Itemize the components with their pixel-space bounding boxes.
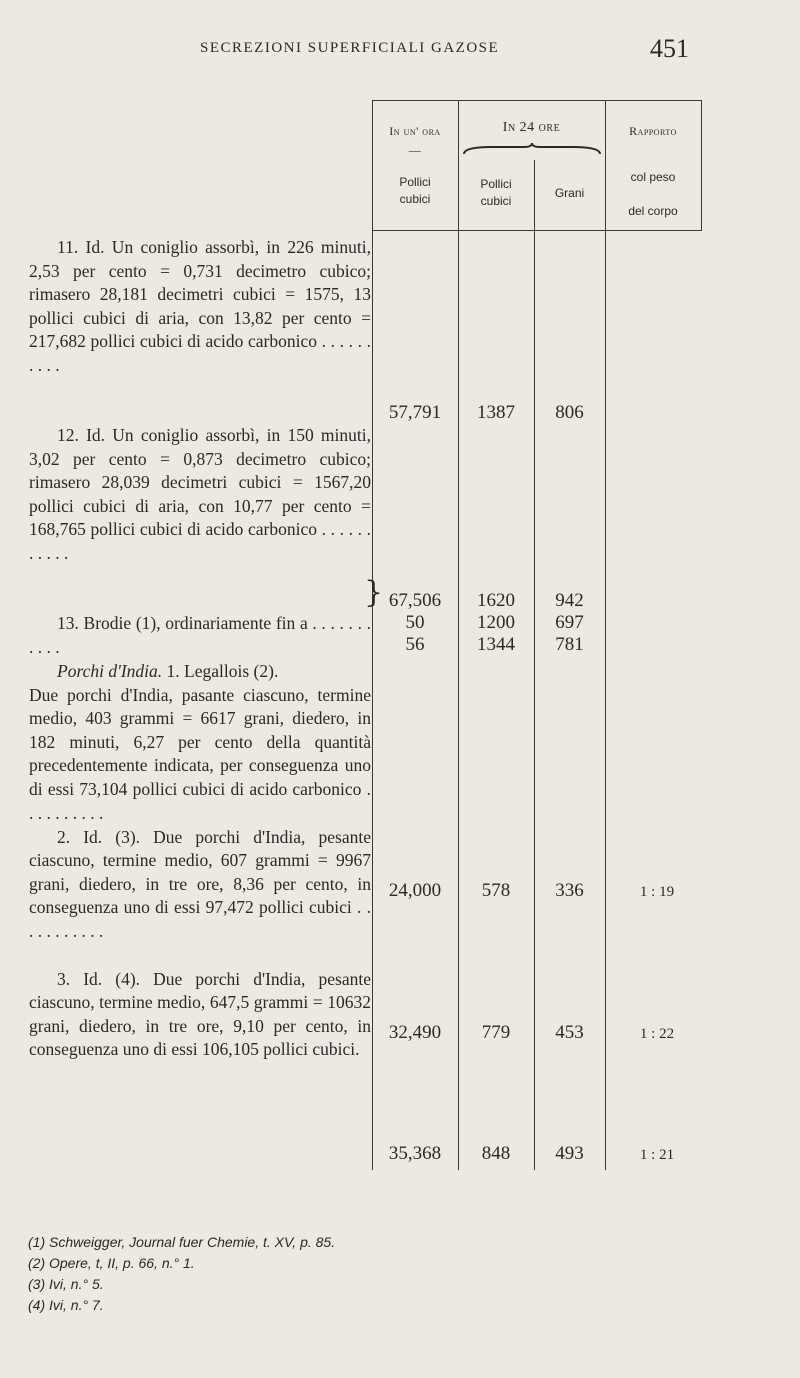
col-sub-24-pollici-2: cubici [480,194,512,208]
table-divider-2 [534,160,535,1170]
cell-12-24: 1620 [477,590,515,611]
cell-p1-grani: 336 [555,880,584,901]
porchi-heading [29,660,371,684]
col-sub-ora-2: cubici [399,192,431,206]
cell-12-grani: 942 [555,590,584,611]
paragraph-porchi-1: Due porchi d'India, pasante ciascuno, termine medio, 403 grammi = 6617 grani, diedero, in 182 minuti, 6,27 per cento della quantità precedentemente indicata, per conseguenza uno di essi 73,104 pollici cubici di acido carbonico . . . . . . . . . . [29,684,371,823]
table-top-rule [372,100,702,101]
paragraph-12: 12. Id. Un coniglio assorbì, in 150 minuti, 3,02 per cento = 0,873 decimetro cubico; rimasero 28,039 decimetri cubici = 1567,20 pollici cubici di aria, con 10,77 per cento = 168,765 pollici cubici di acido carbonico . . . . . . . . . . . [29,425,371,563]
col-sub-24-pollici-1: Pollici [480,177,512,191]
table-head-rule [372,230,702,231]
col-head-rapporto: Rapporto [629,124,677,138]
cell-11-ora: 57,791 [388,402,442,423]
cell-p1-24: 578 [481,880,511,901]
cell-p3-rapporto: 1 : 21 [639,1147,675,1163]
col-sub-24-grani: Grani [554,186,585,200]
col-head-24: In 24 ore [502,120,561,135]
cell-13b-24: 1344 [477,634,515,655]
col-head-24-brace [462,142,602,158]
col-head-ora: In un' ora [389,124,441,138]
running-head: SECREZIONI SUPERFICIALI GAZOSE [200,40,500,56]
cell-11-grani: 806 [555,402,584,423]
col-sub-24-pollici [458,176,534,210]
cell-13b-grani: 781 [555,634,584,655]
cell-13a-ora: 50 [405,612,425,633]
table-divider-3 [605,100,606,1170]
cell-p2-rapporto: 1 : 22 [639,1026,675,1042]
cell-13a-24: 1200 [477,612,515,633]
col-sub-rapporto [605,160,701,228]
paragraph-porchi-2: 2. Id. (3). Due porchi d'India, pesante ciascuno, termine medio, 607 grammi = 9967 grani, diedero, in tre ore, 8,36 per cento, in conseguenza uno di essi 97,472 pollici cubici . . . . . . . . . . . [29,826,371,941]
footnote-4: (4) Ivi, n.° 7. [28,1297,104,1313]
col-sub-ora-1: Pollici [399,175,431,189]
cell-p2-ora: 32,490 [388,1022,442,1043]
row-brace: } [364,575,384,610]
paragraph-13: 13. Brodie (1), ordinariamente fin a . . . . . . . . . . . [29,613,371,657]
paragraph-porchi-3: 3. Id. (4). Due porchi d'India, pesante ciascuno, termine medio, 647,5 grammi = 10632 grani, diedero, in tre ore, 9,10 per cento, in conseguenza uno di essi 106,105 pollici cubici. [29,968,371,1060]
cell-p3-ora: 35,368 [388,1143,442,1164]
footnote-1: (1) Schweigger, Journal fuer Chemie, t. XV, p. 85. [28,1234,336,1250]
cell-p1-ora: 24,000 [388,880,442,901]
col-sub-rapporto-2: del corpo [628,204,678,218]
cell-12-ora: 67,506 [388,590,442,611]
porchi-ref: 1. Legallois (2). [166,661,279,681]
col-head-ora-dash: — [408,143,422,157]
cell-13b-ora: 56 [405,634,425,655]
porchi-title: Porchi d'India. [57,661,163,681]
cell-p2-24: 779 [481,1022,511,1043]
col-sub-rapporto-1: col peso [630,170,676,184]
footnote-2: (2) Opere, t, II, p. 66, n.° 1. [28,1255,195,1271]
footnote-3: (3) Ivi, n.° 5. [28,1276,104,1292]
footnotes [28,1232,335,1316]
cell-p3-grani: 493 [555,1143,584,1164]
table-right-rule [701,100,702,230]
cell-p3-24: 848 [481,1143,511,1164]
paragraph-11: 11. Id. Un coniglio assorbì, in 226 minuti, 2,53 per cento = 0,731 decimetro cubico; rimasero 28,181 decimetri cubici = 1575, 13 pollici cubici di aria, con 13,82 per cento = 217,682 pollici cubici di acido carbonico . . . . . . . . . . [29,237,371,375]
cell-13a-grani: 697 [555,612,584,633]
col-sub-ora [372,174,458,208]
cell-11-24: 1387 [477,402,515,423]
text-column [29,236,371,1062]
cell-p2-grani: 453 [555,1022,584,1043]
cell-p1-rapporto: 1 : 19 [639,884,675,900]
page-number: 451 [650,34,689,63]
